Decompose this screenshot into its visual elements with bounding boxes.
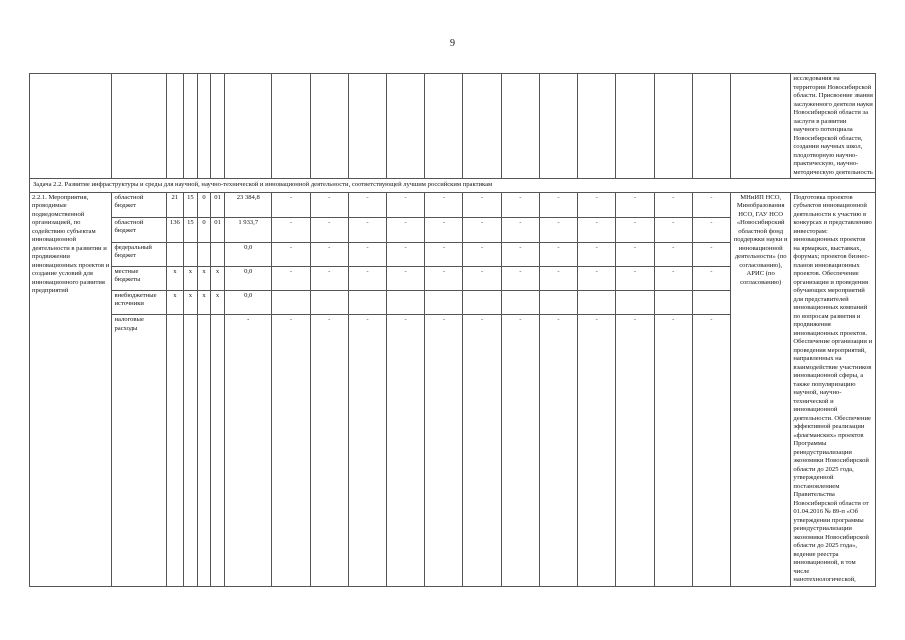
year-amount: - xyxy=(310,315,348,586)
code-cell: 136 xyxy=(166,217,183,242)
total-amount: 23 384,8 xyxy=(225,192,272,217)
year-amount xyxy=(425,290,463,314)
year-amount: - xyxy=(616,266,654,290)
year-amount: - xyxy=(539,217,577,242)
year-amount: - xyxy=(539,242,577,266)
total-amount: 0,0 xyxy=(225,290,272,314)
funding-source: областной бюджет xyxy=(112,217,166,242)
year-amount: - xyxy=(425,242,463,266)
code-cell xyxy=(211,315,225,586)
year-amount: - xyxy=(539,315,577,586)
year-amount: - xyxy=(272,217,310,242)
code-cell: 01 xyxy=(211,192,225,217)
expected-result: Подготовка проектов субъектов инновационной деятельности к участию в конкурсах и представлению инвесторам: инновационных проектов на ярмарках, выставках, форумах; проектов бизнес-планов инновационных проектов. Обеспечение организации и проведения обучающих мероприятий для представителей инновационных компаний по вопросам развития и продвижения инновационных проектов. Обеспечение организации и проведения мероприятий, направленных на взаимодействие участников инновационной сферы, а также популяризацию научной, научно-технической и инновационной деятельности. Обеспечение эффективной реализации «флагманских» проектов Программы реиндустриализации экономики Новосибирской области до 2025 года, утвержденной постановлением Правительства Новосибирской области от 01.04.2016 № 89-п «Об утверждении программы реиндустриализации экономики Новосибирской области до 2025 года», ведение реестра инновационной, в том числе нанотехнологической, xyxy=(791,192,876,586)
year-amount: - xyxy=(387,192,425,217)
year-amount: - xyxy=(463,217,501,242)
funding-source: местные бюджеты xyxy=(112,266,166,290)
code-cell: x xyxy=(197,266,210,290)
year-amount: - xyxy=(692,192,730,217)
year-amount: - xyxy=(463,315,501,586)
code-cell xyxy=(197,242,210,266)
code-cell: x xyxy=(197,290,210,314)
code-cell: x xyxy=(183,266,197,290)
code-cell: x xyxy=(211,290,225,314)
code-cell: 15 xyxy=(183,192,197,217)
year-amount: - xyxy=(578,315,616,586)
year-amount: - xyxy=(578,192,616,217)
code-cell: 01 xyxy=(211,217,225,242)
funding-source: налоговые расходы xyxy=(112,315,166,586)
year-amount: - xyxy=(310,266,348,290)
code-cell: 15 xyxy=(183,217,197,242)
total-amount: 0,0 xyxy=(225,242,272,266)
year-amount: - xyxy=(501,192,539,217)
year-amount: - xyxy=(348,266,386,290)
year-amount: - xyxy=(387,217,425,242)
year-amount: - xyxy=(616,315,654,586)
year-amount: - xyxy=(272,192,310,217)
total-amount: 0,0 xyxy=(225,266,272,290)
year-amount: - xyxy=(272,242,310,266)
year-amount: - xyxy=(616,242,654,266)
year-amount: - xyxy=(310,217,348,242)
year-amount: - xyxy=(539,192,577,217)
year-amount: - xyxy=(348,217,386,242)
year-amount: - xyxy=(387,315,425,586)
funding-source: областной бюджет xyxy=(112,192,166,217)
code-cell xyxy=(183,315,197,586)
page-number: 9 xyxy=(450,38,455,49)
year-amount: - xyxy=(387,266,425,290)
code-cell: x xyxy=(166,290,183,314)
funding-source: внебюджетные источники xyxy=(112,290,166,314)
year-amount: - xyxy=(654,315,692,586)
year-amount: - xyxy=(501,217,539,242)
year-amount: - xyxy=(539,266,577,290)
year-amount xyxy=(272,290,310,314)
year-amount: - xyxy=(425,217,463,242)
activity-name: 2.2.1. Мероприятия, проводимые подведомственной организацией, по содействию субъектам инновационной деятельности в развитии и продвижении инновационных проектов и создание условий для инновационного развития предприятий xyxy=(30,192,112,586)
code-cell xyxy=(197,315,210,586)
year-amount: - xyxy=(425,315,463,586)
year-amount xyxy=(539,290,577,314)
program-table xyxy=(29,73,876,587)
year-amount: - xyxy=(578,242,616,266)
year-amount xyxy=(310,290,348,314)
year-amount: - xyxy=(616,217,654,242)
year-amount xyxy=(616,290,654,314)
code-cell: x xyxy=(183,290,197,314)
year-amount: - xyxy=(348,192,386,217)
year-amount: - xyxy=(272,266,310,290)
year-amount xyxy=(387,290,425,314)
code-cell: 0 xyxy=(197,217,210,242)
year-amount: - xyxy=(692,217,730,242)
code-cell xyxy=(166,242,183,266)
code-cell: x xyxy=(166,266,183,290)
year-amount: - xyxy=(463,242,501,266)
year-amount: - xyxy=(692,266,730,290)
task-heading-row xyxy=(30,179,876,193)
year-amount: - xyxy=(578,266,616,290)
year-amount: - xyxy=(348,315,386,586)
year-amount: - xyxy=(654,217,692,242)
year-amount: - xyxy=(272,315,310,586)
code-cell xyxy=(166,315,183,586)
total-amount: - xyxy=(225,315,272,586)
funding-row xyxy=(30,192,876,217)
funding-source: федеральный бюджет xyxy=(112,242,166,266)
year-amount xyxy=(578,290,616,314)
year-amount xyxy=(348,290,386,314)
code-cell xyxy=(183,242,197,266)
year-amount: - xyxy=(654,242,692,266)
year-amount: - xyxy=(463,266,501,290)
year-amount: - xyxy=(616,192,654,217)
result-text-continued: исследования на территории Новосибирской области. Присвоение звания заслуженного деятеля науки Новосибирской области за заслуги в развитии научного потенциала Новосибирской области, создании научных школ, плодотворную научно-практическую, научно-методическую деятельность xyxy=(791,74,876,179)
code-cell: 21 xyxy=(166,192,183,217)
year-amount: - xyxy=(501,242,539,266)
task-heading: Задача 2.2. Развитие инфраструктуры и среды для научной, научно-технической и инновационной деятельности, соответствующей лучшим российским практикам xyxy=(30,179,876,193)
code-cell xyxy=(211,242,225,266)
year-amount: - xyxy=(425,192,463,217)
year-amount: - xyxy=(692,315,730,586)
year-amount: - xyxy=(692,242,730,266)
year-amount: - xyxy=(310,192,348,217)
year-amount: - xyxy=(348,242,386,266)
year-amount xyxy=(692,290,730,314)
total-amount: 1 933,7 xyxy=(225,217,272,242)
year-amount: - xyxy=(310,242,348,266)
year-amount: - xyxy=(387,242,425,266)
year-amount xyxy=(463,290,501,314)
year-amount xyxy=(501,290,539,314)
year-amount: - xyxy=(654,192,692,217)
year-amount: - xyxy=(501,315,539,586)
year-amount: - xyxy=(501,266,539,290)
year-amount: - xyxy=(425,266,463,290)
executors: МНиИП НСО, Минобразования НСО, ГАУ НСО «Новосибирский областной фонд поддержки науки и инновационной деятельности» (по согласованию), АРИС (по согласованию) xyxy=(731,192,791,586)
code-cell: 0 xyxy=(197,192,210,217)
top-continuation-row xyxy=(30,74,876,179)
year-amount xyxy=(654,290,692,314)
year-amount: - xyxy=(654,266,692,290)
year-amount: - xyxy=(578,217,616,242)
code-cell: x xyxy=(211,266,225,290)
year-amount: - xyxy=(463,192,501,217)
